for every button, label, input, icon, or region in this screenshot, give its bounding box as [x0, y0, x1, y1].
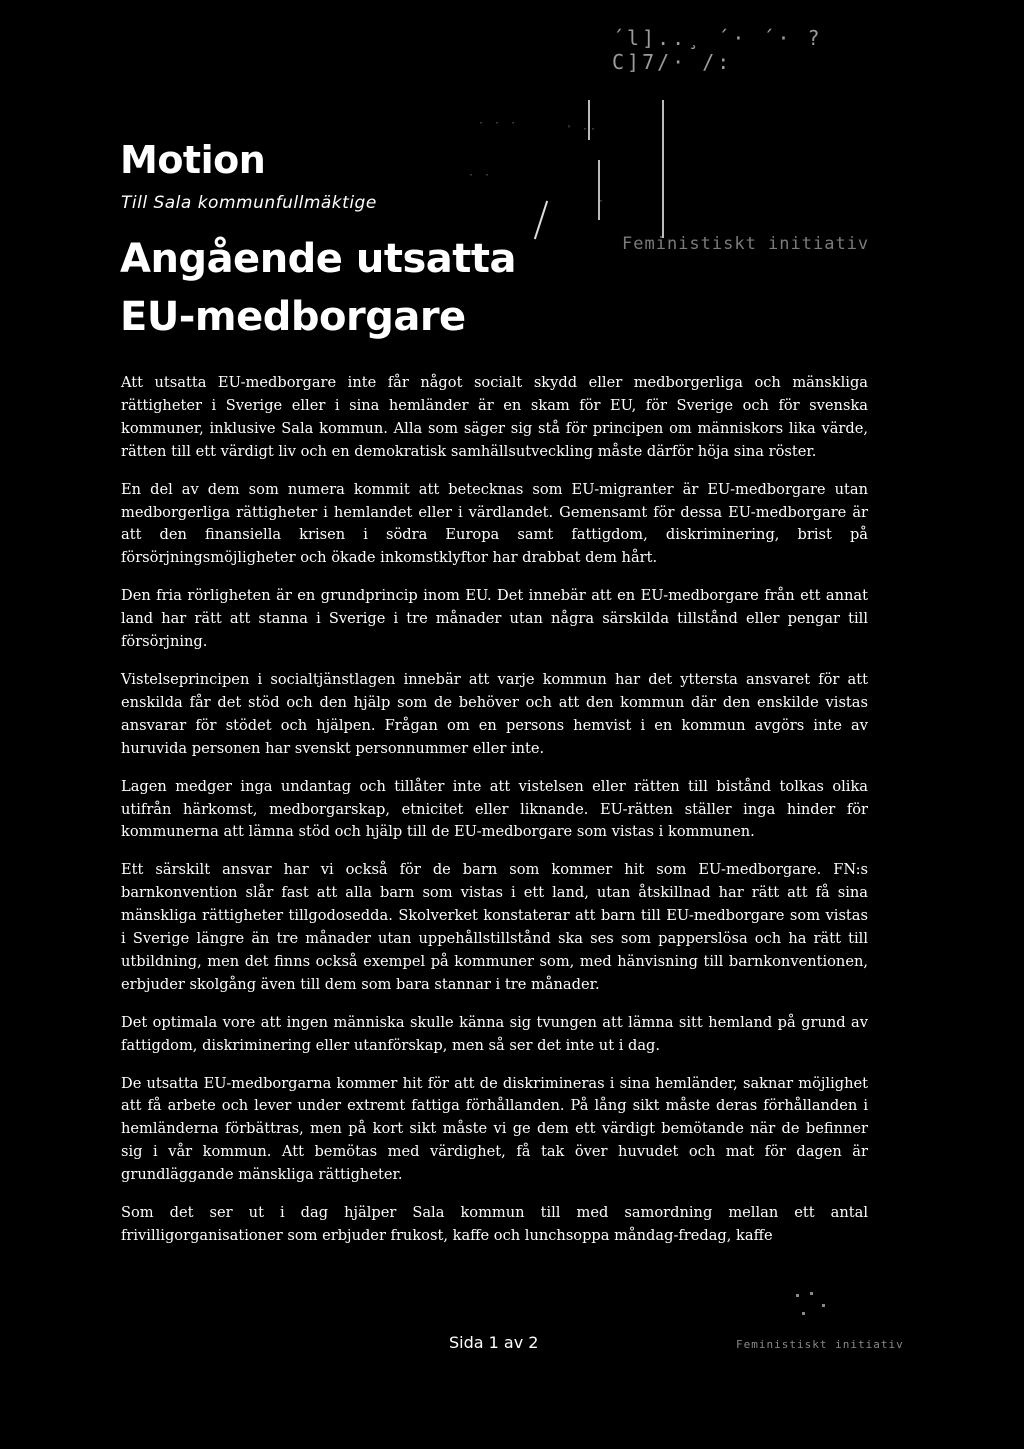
document-type-title: Motion — [120, 138, 266, 182]
registration-stamp: ´l]..¸ ´· ´· ?C]7/· /: — [612, 26, 823, 74]
paragraph: Att utsatta EU-medborgare inte får något socialt skydd eller medborgerliga och mänskliga rättigheter i Sverige eller i sina hemländer är en skam för EU, för Sverige och för svenska kommuner, inklusive Sala kommun. Alla som säger sig stå för principen om människors lika värde, rätten till ett värdigt liv och en demokratisk samhällsutveckling måste därför höja sina röster. — [121, 374, 868, 460]
paragraph: Ett särskilt ansvar har vi också för de barn som kommer hit som EU-medborgare. FN:s barnkonvention slår fast att alla barn som vistas i ett land, utan åtskillnad har rätt att få sina mänskliga rättigheter tillgodosedda. Skolverket konstaterar att barn till EU-medborgare som vistas i Sverige längre än tre månader utan uppehållstillstånd ska ses som papperslösa och ha rätt till utbildning, men det finns också exempel på kommuner som, med hänvisning till barnkonventionen, erbjuder skolgång även till dem som bara stannar i tre månader. — [121, 861, 868, 993]
paragraph: En del av dem som numera kommit att betecknas som EU-migranter är EU-medborgare utan medborgerliga rättigheter i hemlandet eller i värdlandet. Gemensamt för dessa EU-medborgare är att den finansiella krisen i södra Europa samt fattigdom, diskriminering, brist på försörjningsmöjligheter och ökade inkomstklyftor har drabbat dem hårt. — [121, 480, 868, 567]
party-stamp: Feministiskt initiativ — [622, 234, 870, 254]
page-number: Sida 1 av 2 — [449, 1333, 539, 1352]
recipient-line: Till Sala kommunfullmäktige — [121, 193, 377, 213]
received-stamp-box: · · · ' ·· · · · — [448, 100, 664, 238]
paragraph: Den fria rörligheten är en grundprincip inom EU. Det innebär att en EU-medborgare från ett annat land har rätt att stanna i Sverige i tre månader utan några särskilda tillstånd eller pengar till försörjning. — [121, 587, 868, 651]
paragraph: Lagen medger inga undantag och tillåter inte att vistelsen eller rätten till bistånd tolkas olika utifrån härkomst, medborgarskap, etnicitet eller liknande. EU-rätten ställer inga hinder för kommunerna att lämna stöd och hjälp till de EU-medborgare som vistas i kommunen. — [121, 777, 868, 841]
motion-heading: Angående utsatta EU-medborgare — [120, 236, 516, 340]
motion-body — [121, 372, 868, 1263]
paragraph: Som det ser ut i dag hjälper Sala kommun till med samordning mellan ett antal frivilligorganisationer som erbjuder frukost, kaffe och lunchsoppa måndag-fredag, kaffe — [121, 1204, 868, 1244]
footer-smudge — [792, 1290, 832, 1320]
paragraph: Det optimala vore att ingen människa skulle känna sig tvungen att lämna sitt hemland på grund av fattigdom, diskriminering eller utanförskap, men så ser det inte ut i dag. — [121, 1013, 868, 1054]
footer-party-stamp: Feministiskt initiativ — [736, 1338, 904, 1351]
paragraph: Vistelseprincipen i socialtjänstlagen innebär att varje kommun har det yttersta ansvaret för att enskilda får det stöd och den hjälp som de behöver och att den kommun där den enskilde vistas ansvarar för stödet och hjälpen. Frågan om en persons hemvist i en kommun avgörs inte av huruvida personen har svenskt personnummer eller inte. — [121, 670, 868, 757]
paragraph: De utsatta EU-medborgarna kommer hit för att de diskrimineras i sina hemländer, saknar möjlighet att få arbete och lever under extremt fattiga förhållanden. På lång sikt måste deras förhållanden i hemländerna förbättras, men på kort sikt måste vi ge dem ett värdigt bemötande när de befinner sig i vår kommun. Att bemötas med värdighet, få tak över huvudet och mat för dagen är grundläggande mänskliga rättigheter. — [121, 1074, 868, 1184]
